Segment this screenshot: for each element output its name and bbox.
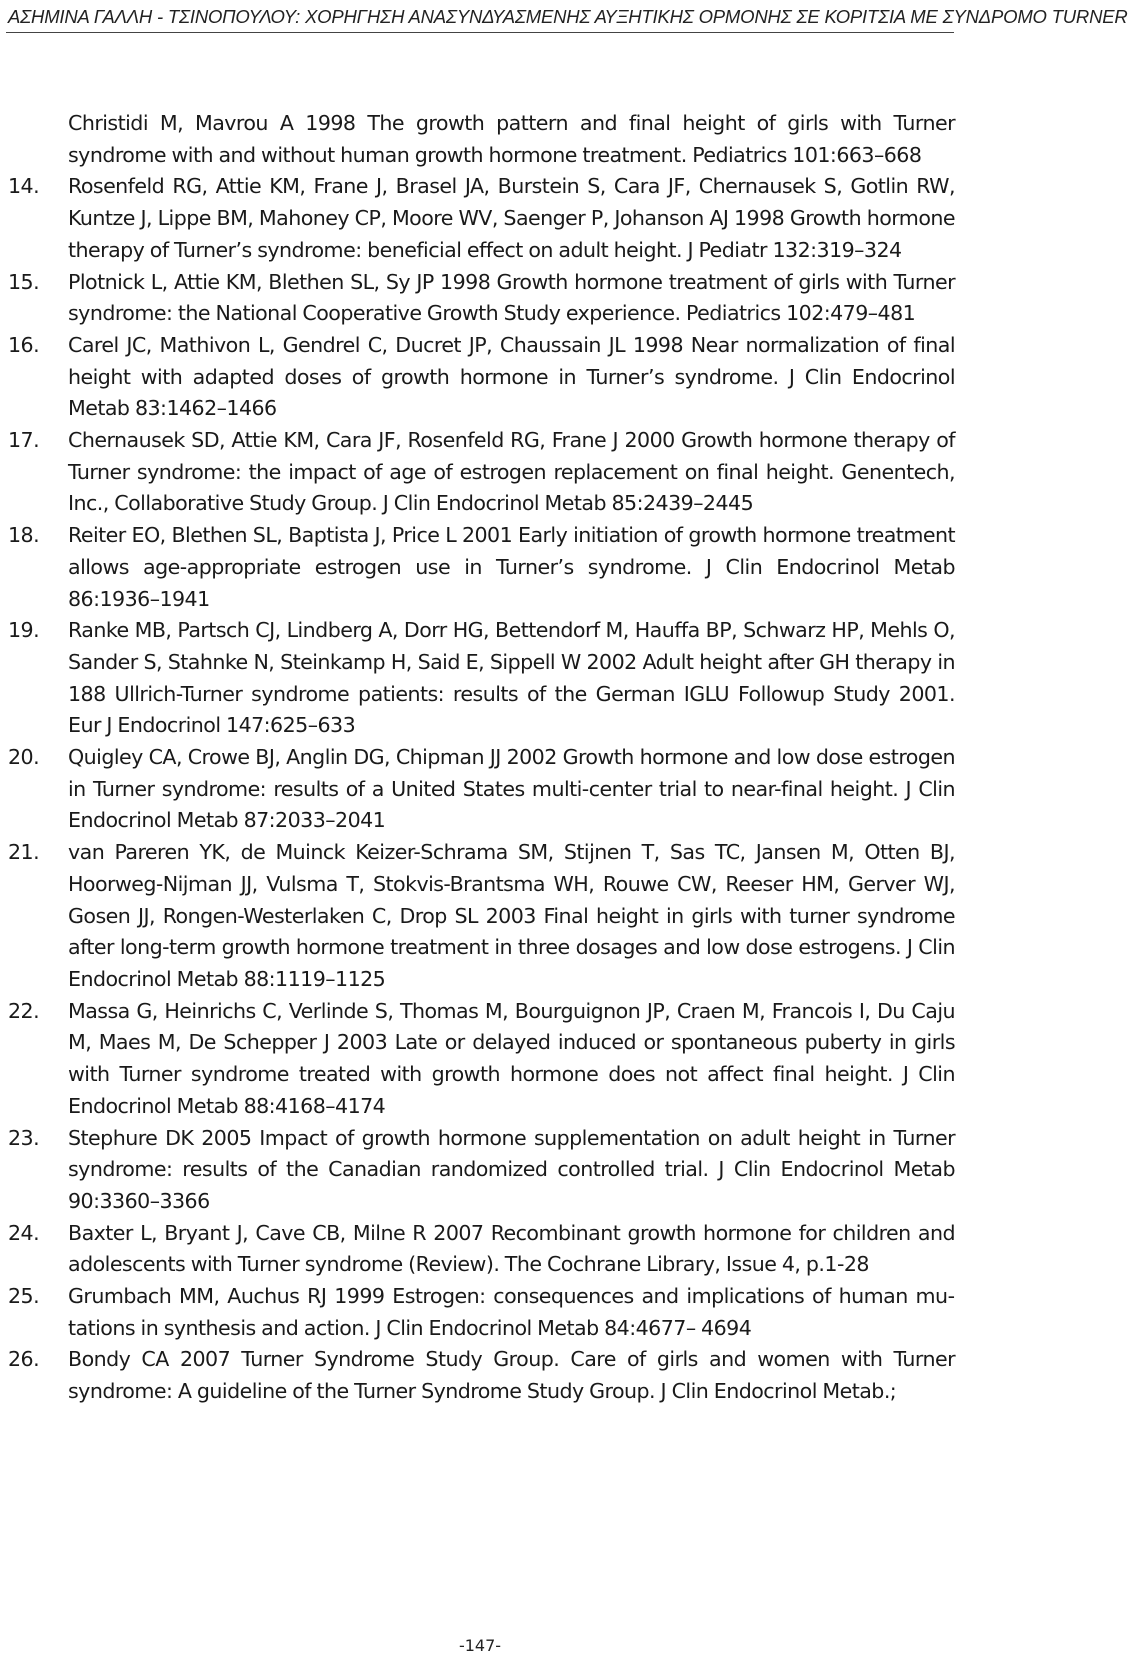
reference-number: 20. [8,745,40,770]
reference-item [0,1281,955,1344]
reference-text: Carel JC, Mathivon L, Gendrel C, Ducret JP, Chaussain JL 1998 Near normalization of final height with adapted doses of growth hormone in Turner’s syndrome. J Clin Endocrinol Metab 83:1462–1466 [68,332,955,421]
reference-item [0,837,955,996]
reference-item [0,1123,955,1218]
reference-text: Chernausek SD, Attie KM, Cara JF, Rosenfeld RG, Frane J 2000 Growth hormone therapy of Turner syndrome: the impact of age of estrogen replacement on final height. Genentech, Inc., Collaborative Study Group. J Clin Endocrinol Metab 85:2439–2445 [68,428,955,516]
reference-text: Stephure DK 2005 Impact of growth hormone supplementation on adult height in Turner syndrome: results of the Canadian randomized controlled trial. J Clin Endocrinol Metab 90:3360–3366 [68,1125,955,1213]
reference-number: 22. [8,998,40,1023]
reference-item [0,425,955,520]
reference-list [0,108,955,1408]
reference-text: Rosenfeld RG, Attie KM, Frane J, Brasel JA, Burstein S, Cara JF, Chernausek S, Gotlin RW, Kuntze J, Lippe BM, Mahoney CP, Moore WV, Saenger P, Johanson AJ 1998 Growth hormone therapy of Turner’s syndrome: beneficial effect on adult height. J Pediatr 132:319–324 [68,174,955,262]
reference-number: 24. [8,1220,40,1245]
reference-item [0,996,955,1123]
page-number: -147- [458,1636,502,1655]
reference-item [0,742,955,837]
reference-item [0,330,955,425]
reference-text: Grumbach MM, Auchus RJ 1999 Estrogen: consequences and implications of human mutations in synthesis and action. J Clin Endocrinol Metab 84:4677– 4694 [68,1284,955,1340]
reference-number: 26. [8,1347,40,1372]
running-header: ΑΣΗΜΙΝΑ ΓΑΛΛΗ - ΤΣΙΝΟΠΟΥΛΟΥ: ΧΟΡΗΓΗΣΗ ΑΝΑΣΥΝΔΥΑΣΜΕΝΗΣ ΑΥΞΗΤΙΚΗΣ ΟΡΜΟΝΗΣ ΣΕ ΚΟΡΙΤΣΙΑ ΜΕ ΣΥΝΔΡΟΜΟ TURNER [8,6,1128,27]
reference-text: van Pareren YK, de Muinck Keizer-Schrama SM, Stijnen T, Sas TC, Jansen M, Otten BJ, Hoorweg-Nijman JJ, Vulsma T, Stokvis-Brantsma WH, Rouwe CW, Reeser HM, Gerver WJ, Gosen JJ, Rongen-Westerlaken C, Drop SL 2003 Final height in girls with turner syndrome after long-term growth hormone treatment in three dosages and low dose estrogens. J Clin Endocrinol Metab 88:1119–1125 [68,840,955,991]
reference-text: Reiter EO, Blethen SL, Baptista J, Price L 2001 Early initiation of growth hormone treatment allows age-appropriate estrogen use in Turner’s syndrome. J Clin Endocrinol Metab 86:1936–1941 [68,523,955,611]
reference-text: Christidi M, Mavrou A 1998 The growth pattern and final height of girls with Turner syndrome with and without human growth hormone treatment. Pediatrics 101:663–668 [68,111,955,167]
reference-text: Plotnick L, Attie KM, Blethen SL, Sy JP 1998 Growth hormone treatment of girls with Turner syndrome: the National Cooperative Growth Study experience. Pediatrics 102:479–481 [68,269,955,326]
reference-number: 16. [8,332,40,357]
reference-text: Massa G, Heinrichs C, Verlinde S, Thomas M, Bourguignon JP, Craen M, Francois I, Du Caju M, Maes M, De Schepper J 2003 Late or delayed induced or spontaneous puberty in girls with Turner syndrome treated with growth hormone does not affect final height. J Clin Endocrinol Metab 88:4168–4174 [68,998,955,1118]
header-rule [6,32,954,33]
reference-text: Quigley CA, Crowe BJ, Anglin DG, Chipman JJ 2002 Growth hormone and low dose estrogen in Turner syndrome: results of a United States multi-center trial to near-final height. J Clin Endocrinol Metab 87:2033–2041 [68,745,955,833]
reference-number: 25. [8,1284,40,1309]
reference-number: 23. [8,1125,40,1150]
reference-item [0,171,955,266]
reference-item [0,1218,955,1281]
reference-item [0,267,955,330]
reference-text: Ranke MB, Partsch CJ, Lindberg A, Dorr HG, Bettendorf M, Hauffa BP, Schwarz HP, Mehls O, Sander S, Stahnke N, Steinkamp H, Said E, Sippell W 2002 Adult height after GH therapy in 188 Ullrich-Turner syndrome patients: results of the German IGLU Followup Study 2001. Eur J Endocrinol 147:625–633 [68,618,955,738]
reference-number: 14. [8,174,40,199]
reference-number: 15. [8,269,40,294]
reference-item [0,1344,955,1407]
reference-item [0,108,955,171]
reference-number: 18. [8,523,40,548]
reference-number: 17. [8,428,40,453]
reference-number: 21. [8,840,40,865]
reference-text: Bondy CA 2007 Turner Syndrome Study Group. Care of girls and women with Turner syndrome: A guideline of the Turner Syndrome Study Group. J Clin Endocrinol Metab.; [68,1347,955,1404]
reference-item [0,615,955,742]
reference-item [0,520,955,615]
reference-number: 19. [8,618,40,643]
reference-text: Baxter L, Bryant J, Cave CB, Milne R 2007 Recombinant growth hormone for children and adolescents with Turner syndrome (Review). The Cochrane Library, Issue 4, p.1-28 [68,1220,955,1277]
